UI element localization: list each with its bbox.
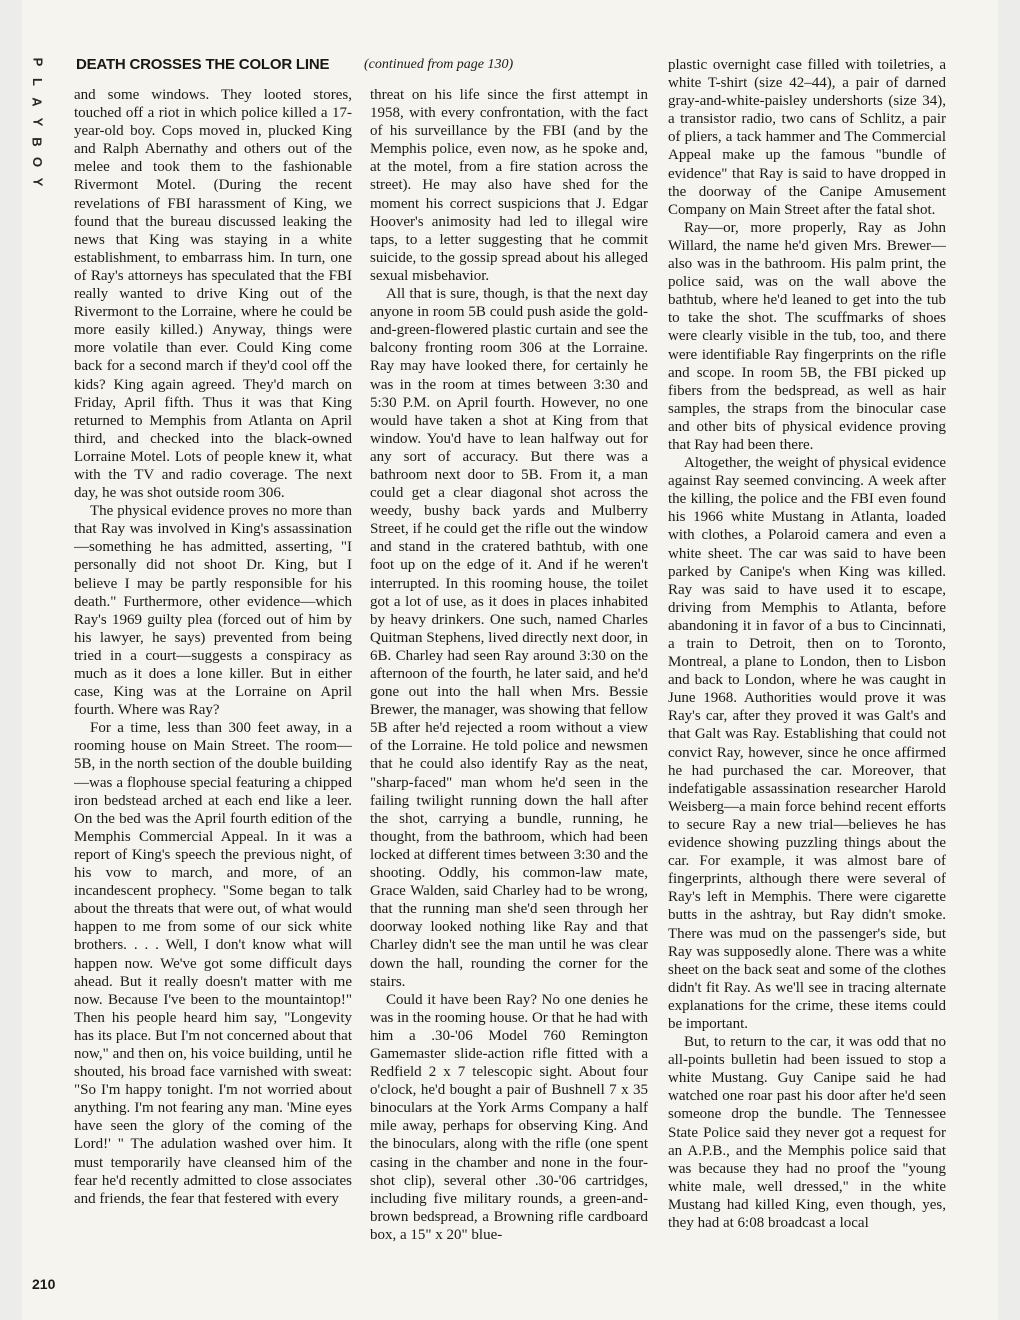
text-column-1 xyxy=(74,86,352,1296)
paragraph: and some windows. They looted stores, touched off a riot in which police killed a 17-year-old boy. Cops moved in, plucked King and Ralph Abernathy and others out of the melee and took them to the fashionable Rivermont Motel. (During the recent revelations of FBI harassment of King, we found that the bureau discussed leaking the news that King was staying in a white establishment, to embarrass him. In turn, one of Ray's attorneys has speculated that the FBI really wanted to drive King out of the Rivermont to the Lorraine, where he could be more easily killed.) Anyway, things were more volatile than ever. Could King come back for a second march if they'd cool off the kids? King again agreed. They'd march on Friday, April fifth. Thus it was that King returned to Memphis from Atlanta on April third, and checked into the black-owned Lorraine Motel. Lots of people knew it, what with the TV and radio coverage. The next day, he was shot outside room 306. xyxy=(74,87,352,502)
paragraph: All that is sure, though, is that the next day anyone in room 5B could push aside the gold-and-green-flowered plastic curtain and see the balcony fronting room 306 at the Lorraine. Ray may have looked there, for certainly he was in the room at times between 3:30 and 5:30 P.M. on April fourth. However, no one would have taken a shot at King from that window. You'd have to lean halfway out for any sort of accuracy. But there was a bathroom next door to 5B. From it, a man could get a clear diagonal shot across the weedy, bushy back yards and Mulberry Street, if he could get the rifle out the window and stand in the cratered bathtub, with one foot up on the edge of it. And if he weren't interrupted. In this rooming house, the toilet got a lot of use, as it does in places inhabited by heavy drinkers. One such, named Charles Quitman Stephens, lived directly next door, in 6B. Charley had seen Ray around 3:30 on the afternoon of the fourth, he later said, and he'd gone out into the hall when Mrs. Bessie Brewer, the manager, was showing that fellow 5B after he'd rejected a room without a view of the Lorraine. He told police and newsmen that he could also identify Ray as the neat, "sharp-faced" man whom he'd seen in the failing twilight running down the hall after the shot, carrying a bundle, running, he thought, from the bathroom, which had been locked at different times between 3:30 and the shooting. Oddly, his common-law mate, Grace Walden, said Charley had to be wrong, that the running man she'd seen through her doorway looked nothing like Ray and that Charley didn't see the man until he was clear down the hall, rounding the corner for the stairs. xyxy=(370,286,648,990)
masthead-letter: B xyxy=(29,137,45,147)
text-column-2 xyxy=(370,86,648,1296)
magazine-side-masthead xyxy=(24,52,44,192)
paragraph: For a time, less than 300 feet away, in a rooming house on Main Street. The room—5B, in the north section of the double building—was a flophouse special featuring a chipped iron bedstead arched at each end like a leer. On the bed was the April fourth edition of the Memphis Commercial Appeal. In it was a report of King's speech the previous night, of his vow to march, and more, of an incandescent prophecy. "Some began to talk about the threats that were out, of what would happen to me from some of our sick white brothers. . . . Well, I don't know what will happen now. We've got some difficult days ahead. But it really doesn't matter with me now. Because I've been to the mountaintop!" Then his people heard him say, "Longevity has its place. But I'm not concerned about that now," and then on, his voice building, until he shouted, his broad face varnished with sweat: "So I'm happy tonight. I'm not worried about anything. I'm not fearing any man. 'Mine eyes have seen the glory of the coming of the Lord!' " The adulation washed over him. It must temporarily have cleansed him of the fear he'd recently admitted to close associates and friends, the fear that festered with every xyxy=(74,720,352,1207)
paragraph: But, to return to the car, it was odd that no all-points bulletin had been issued to stop a white Mustang. Guy Canipe said he had watched one roar past his door after he'd seen someone drop the bundle. The Tennessee State Police said they never got a request for an A.P.B., and the Memphis police said that was because they had no proof the "young white male, well dressed," in the white Mustang had killed King, even though, yes, they had at 6:08 broadcast a local xyxy=(668,1034,946,1231)
paragraph: The physical evidence proves no more than that Ray was involved in King's assassination—something he has admitted, asserting, "I personally did not shoot Dr. King, but I believe I may be partly responsible for his death." Furthermore, other evidence—which Ray's 1969 guilty plea (forced out of him by his lawyer, he says) prevented from being tried in a court—suggests a conspiracy as much as it does a lone killer. But in either case, King was at the Lorraine on April fourth. Where was Ray? xyxy=(74,503,352,719)
page-margin-right xyxy=(998,0,1020,1320)
text-column-3 xyxy=(668,56,946,1296)
masthead-letter: P xyxy=(29,57,45,67)
masthead-letter: Y xyxy=(29,117,45,127)
paragraph: Could it have been Ray? No one denies he was in the rooming house. Or that he had with him a .30-'06 Model 760 Remington Gamemaster slide-action rifle fitted with a Redfield 2 x 7 telescopic sight. About four o'clock, he'd bought a pair of Bushnell 7 x 35 binoculars at the York Arms Company a half mile away, perhaps for observing King. And the binoculars, along with the rifle (one spent casing in the chamber and none in the four-shot clip), several other .30-'06 cartridges, including five military rounds, a green-and-brown bedspread, a Browning rifle cardboard box, a 15" x 20" blue- xyxy=(370,991,648,1243)
continued-note: (continued from page 130) xyxy=(364,57,514,72)
article-headline: DEATH CROSSES THE COLOR LINE xyxy=(76,56,330,73)
masthead-letter: O xyxy=(30,156,45,168)
page-margin-left xyxy=(0,0,22,1320)
paragraph: Altogether, the weight of physical evidence against Ray seemed convincing. A week after the killing, the police and the FBI even found his 1966 white Mustang in Atlanta, loaded with clothes, a Polaroid camera and even a white sheet. The car was said to have been parked by Canipe's when King was killed. Ray was said to have used it to escape, driving from Memphis to Atlanta, before abandoning it in favor of a bus to Cincinnati, a train to Detroit, then on to Toronto, Montreal, a plane to London, then to Lisbon and back to London, where he was caught in June 1968. Authorities would prove it was Ray's car, after they proved it was Galt's and that Galt was Ray. Establishing that could not convict Ray, however, since he once affirmed he had purchased the car. Moreover, that indefatigable assassination researcher Harold Weisberg—a main force behind recent efforts to secure Ray a new trial—believes he has evidence showing puzzling things about the car. For example, it was almost bare of fingerprints, although there were several of Ray's left in Memphis. There were cigarette butts in the ashtray, but Ray didn't smoke. There was mud on the passenger's side, but Ray was supposedly alone. There was a white sheet on the back seat and some of the clothes didn't fit Ray. As we'll see in tracing alternate explanations for the crime, these items could be important. xyxy=(668,455,946,1032)
masthead-letter: Y xyxy=(29,177,45,187)
paragraph: Ray—or, more properly, Ray as John Willard, the name he'd given Mrs. Brewer—also was in the bathroom. His palm print, the police said, was on the wall above the bathtub, where he'd leaned to get into the tub to take the shot. The scuffmarks of shoes were clearly visible in the tub, too, and there were identifiable Ray fingerprints on the rifle and scope. In room 5B, the FBI picked up fibers from the bedspread, as well as hair samples, the straps from the binocular case and other bits of physical evidence proving that Ray had been there. xyxy=(668,219,946,453)
masthead-letter: L xyxy=(29,78,45,86)
page-number: 210 xyxy=(32,1276,56,1292)
masthead-letter: A xyxy=(29,97,45,107)
paragraph: plastic overnight case filled with toiletries, a white T-shirt (size 42–44), a pair of darned gray-and-white-paisley undershorts (size 34), a transistor radio, two cans of Schlitz, a pair of pliers, a tack hammer and The Commercial Appeal make up the famous "bundle of evidence" that Ray is said to have dropped in the doorway of the Canipe Amusement Company on Main Street after the fatal shot. xyxy=(668,57,946,218)
paragraph: threat on his life since the first attempt in 1958, with every confrontation, with the fact of his surveillance by the FBI (and by the Memphis police, even now, as he spoke and, at the motel, from a fire station across the street). He may also have shed for the moment his correct suspicions that J. Edgar Hoover's animosity had led to illegal wire taps, to a letter suggesting that he commit suicide, to the gossip spread about his alleged sexual misbehavior. xyxy=(370,87,648,284)
